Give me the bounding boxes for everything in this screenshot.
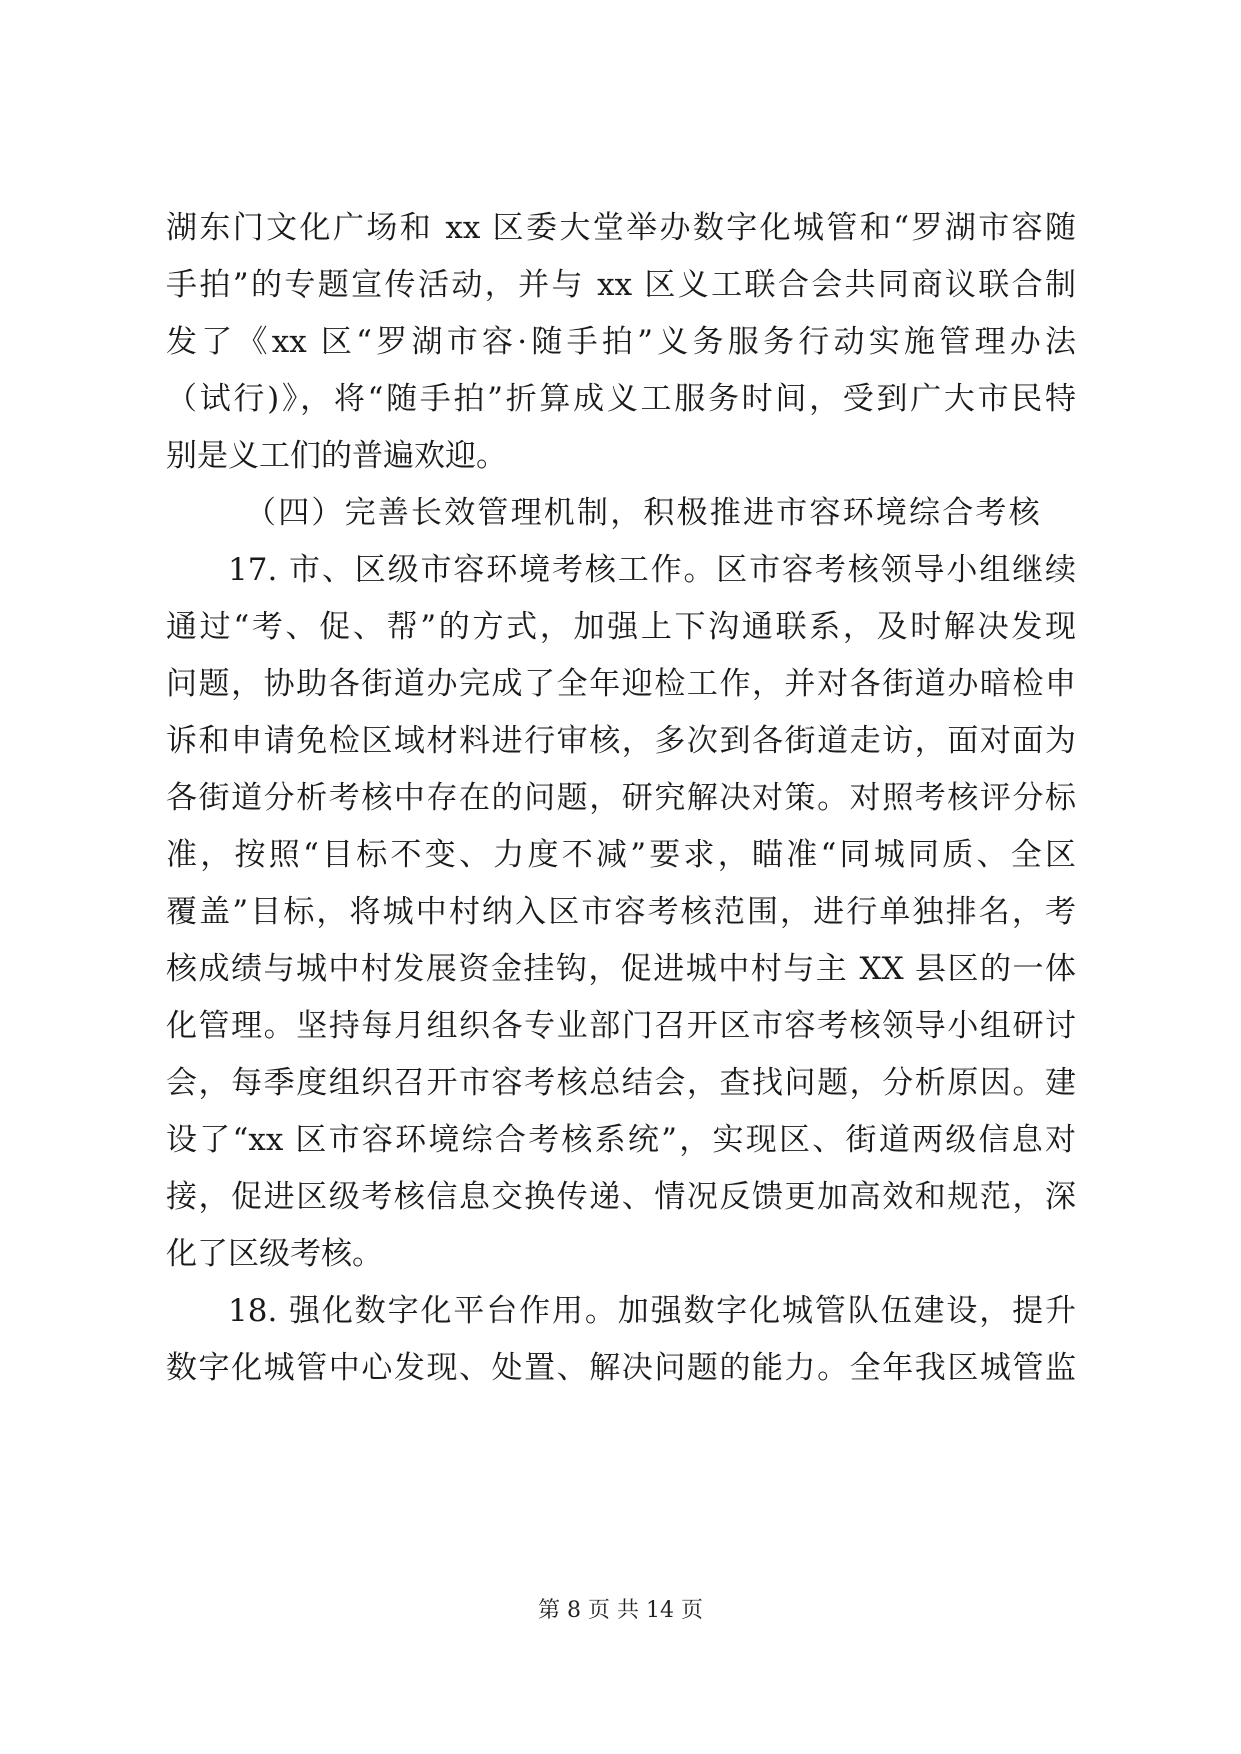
page-number-footer: 第 8 页 共 14 页 bbox=[538, 1598, 703, 1623]
body-text-line: 设了“xx 区市容环境综合考核系统”，实现区、街道两级信息对 bbox=[166, 1122, 1076, 1158]
body-text-line: 准，按照“目标不变、力度不减”要求，瞄准“同城同质、全区 bbox=[166, 837, 1076, 873]
body-text-line: 化了区级考核。 bbox=[166, 1236, 383, 1272]
body-text-line: 各街道分析考核中存在的问题，研究解决对策。对照考核评分标 bbox=[166, 780, 1076, 816]
body-text-line: 17. 市、区级市容环境考核工作。区市容考核领导小组继续 bbox=[228, 552, 1076, 588]
section-heading: （四）完善长效管理机制，积极推进市容环境综合考核 bbox=[245, 495, 1042, 531]
body-text-line: 手拍”的专题宣传活动，并与 xx 区义工联合会共同商议联合制 bbox=[166, 267, 1076, 303]
body-text-line: 别是义工们的普遍欢迎。 bbox=[166, 438, 507, 474]
body-text-line: 会，每季度组织召开市容考核总结会，查找问题，分析原因。建 bbox=[166, 1065, 1076, 1101]
body-text-line: 接，促进区级考核信息交换传递、情况反馈更加高效和规范，深 bbox=[166, 1179, 1076, 1215]
body-text-line: 数字化城管中心发现、处置、解决问题的能力。全年我区城管监 bbox=[166, 1350, 1076, 1386]
body-text-line: 18. 强化数字化平台作用。加强数字化城管队伍建设，提升 bbox=[228, 1293, 1076, 1329]
body-text-line: 核成绩与城中村发展资金挂钩，促进城中村与主 XX 县区的一体 bbox=[166, 951, 1076, 987]
body-text-line: （试行)》，将“随手拍”折算成义工服务时间，受到广大市民特 bbox=[166, 381, 1076, 417]
body-text-line: 化管理。坚持每月组织各专业部门召开区市容考核领导小组研讨 bbox=[166, 1008, 1076, 1044]
body-text-line: 诉和申请免检区域材料进行审核，多次到各街道走访，面对面为 bbox=[166, 723, 1076, 759]
body-text-line: 覆盖”目标，将城中村纳入区市容考核范围，进行单独排名，考 bbox=[166, 894, 1076, 930]
body-text-line: 发了《xx 区“罗湖市容·随手拍”义务服务行动实施管理办法 bbox=[166, 324, 1076, 360]
body-text-line: 湖东门文化广场和 xx 区委大堂举办数字化城管和“罗湖市容随 bbox=[166, 210, 1076, 246]
body-text-line: 问题，协助各街道办完成了全年迎检工作，并对各街道办暗检申 bbox=[166, 666, 1076, 702]
body-text-line: 通过“考、促、帮”的方式，加强上下沟通联系，及时解决发现 bbox=[166, 609, 1076, 645]
